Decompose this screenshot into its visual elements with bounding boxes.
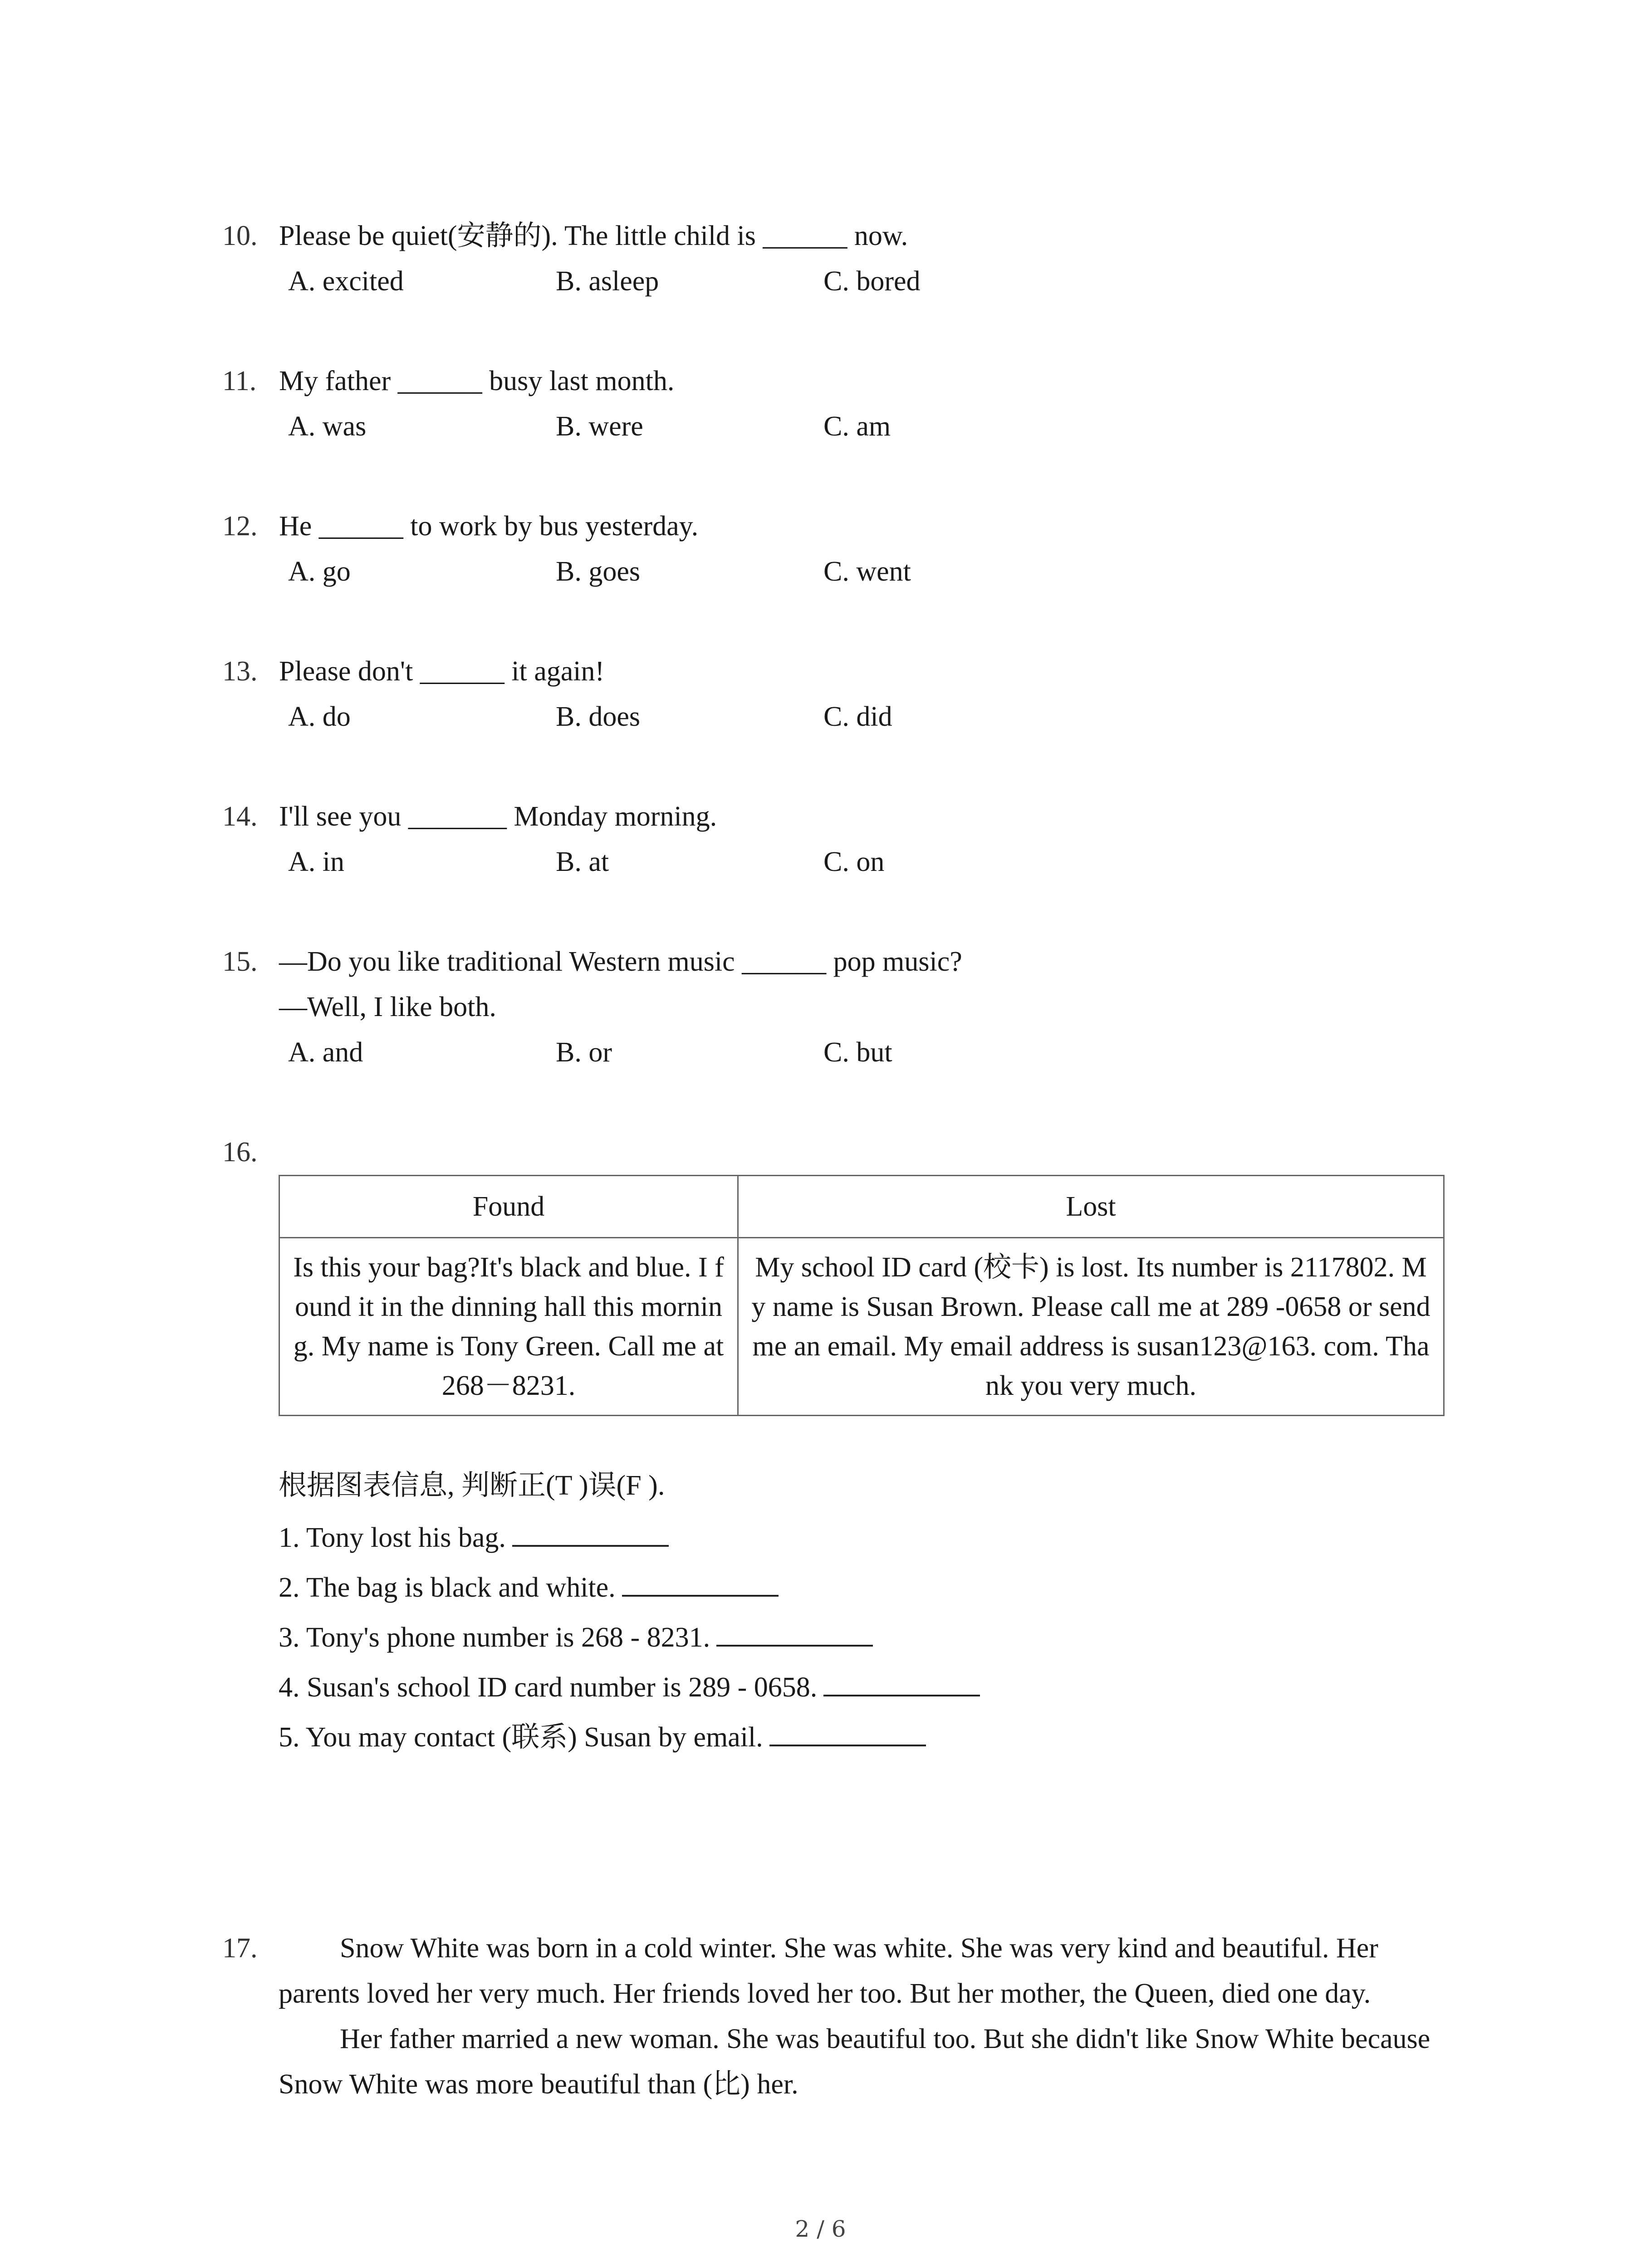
- question-stem: I'll see you _______ Monday morning.: [279, 801, 717, 832]
- option-c: C. on: [823, 846, 885, 877]
- answer-blank[interactable]: [823, 1667, 980, 1696]
- option-c: C. but: [823, 1037, 892, 1068]
- reading-passage: [279, 1926, 1445, 2107]
- option-a: A. and: [288, 1037, 363, 1068]
- table-cell-found: Is this your bag?It's black and blue. I found it in the dinning hall this morning. My name is Tony Green. Call me at 268－8231.: [279, 1238, 738, 1416]
- passage-paragraph: Snow White was born in a cold winter. She was white. She was very kind and beautiful. Her parents loved her very much. Her friends loved her too. But her mother, the Queen, died one day.: [279, 1933, 1378, 2009]
- option-a: A. excited: [288, 266, 404, 297]
- question-stem: Please don't ______ it again!: [279, 656, 605, 687]
- option-c: C. did: [823, 701, 892, 732]
- question-number: 13.: [222, 656, 258, 687]
- question-number: 12.: [222, 511, 258, 542]
- question-number: 10.: [222, 220, 258, 251]
- answer-blank[interactable]: [716, 1618, 873, 1647]
- question-number: 16.: [222, 1137, 258, 1168]
- option-a: A. go: [288, 556, 351, 587]
- table-header-found: Found: [279, 1176, 738, 1238]
- option-b: B. goes: [556, 556, 640, 587]
- question-number: 17.: [222, 1933, 258, 1964]
- page-number: 2 / 6: [795, 2216, 846, 2242]
- judge-item-2: [279, 1565, 779, 1610]
- judge-item-text: 3. Tony's phone number is 268 - 8231.: [279, 1622, 710, 1653]
- answer-blank[interactable]: [622, 1568, 779, 1597]
- judge-item-4: [279, 1665, 980, 1710]
- option-c: C. bored: [823, 266, 921, 297]
- table-cell-lost: My school ID card (校卡) is lost. Its number is 2117802. My name is Susan Brown. Please call me at 289 -0658 or send me an email. My email address is susan123@163. com. Thank you very much.: [738, 1238, 1444, 1416]
- table-header-lost: Lost: [738, 1176, 1444, 1238]
- question-number: 11.: [222, 366, 257, 396]
- option-a: A. in: [288, 846, 344, 877]
- judge-instruction: 根据图表信息, 判断正(T )误(F ).: [279, 1470, 665, 1501]
- table-row: [279, 1238, 1444, 1416]
- option-b: B. asleep: [556, 266, 659, 297]
- judge-item-text: 2. The bag is black and white.: [279, 1572, 616, 1603]
- question-stem: He ______ to work by bus yesterday.: [279, 511, 699, 542]
- option-b: B. at: [556, 846, 609, 877]
- question-stem: —Do you like traditional Western music ______ pop music?: [279, 946, 962, 977]
- option-b: B. were: [556, 411, 643, 442]
- lost-found-table: [279, 1175, 1445, 1416]
- question-number: 15.: [222, 946, 258, 977]
- passage-paragraph: Her father married a new woman. She was beautiful too. But she didn't like Snow White because Snow White was more beautiful than (比) her.: [279, 2024, 1430, 2100]
- judge-item-text: 5. You may contact (联系) Susan by email.: [279, 1722, 763, 1753]
- option-a: A. do: [288, 701, 351, 732]
- option-b: B. does: [556, 701, 640, 732]
- option-a: A. was: [288, 411, 367, 442]
- judge-item-3: [279, 1615, 873, 1660]
- answer-blank[interactable]: [769, 1717, 926, 1746]
- question-stem: My father ______ busy last month.: [279, 366, 675, 396]
- option-b: B. or: [556, 1037, 612, 1068]
- answer-blank[interactable]: [512, 1518, 669, 1547]
- question-stem-line2: —Well, I like both.: [279, 992, 496, 1022]
- judge-item-text: 1. Tony lost his bag.: [279, 1522, 506, 1553]
- option-c: C. am: [823, 411, 891, 442]
- judge-item-text: 4. Susan's school ID card number is 289 - 0658.: [279, 1672, 818, 1703]
- judge-item-5: [279, 1715, 926, 1760]
- question-number: 14.: [222, 801, 258, 832]
- judge-item-1: [279, 1515, 669, 1560]
- option-c: C. went: [823, 556, 911, 587]
- question-stem: Please be quiet(安静的). The little child is ______ now.: [279, 220, 908, 251]
- table-header-row: [279, 1176, 1444, 1238]
